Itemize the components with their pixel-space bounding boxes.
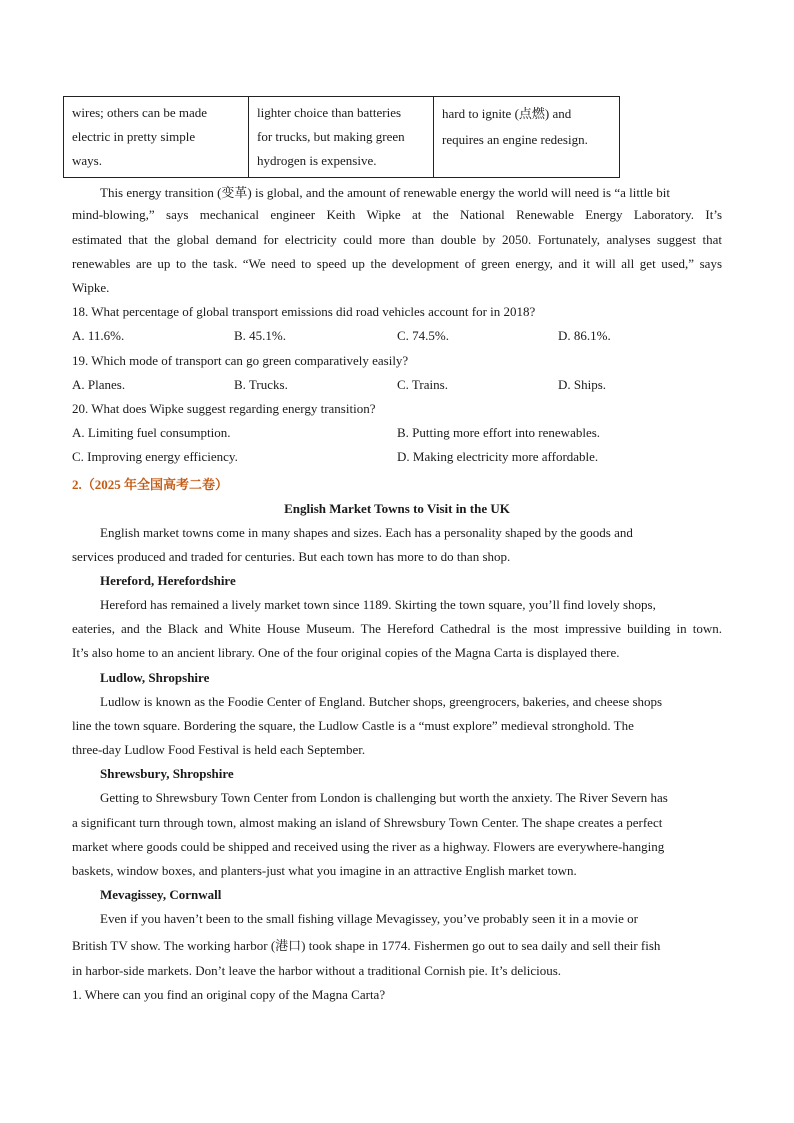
paragraph-line: English market towns come in many shapes and sizes. Each has a personality shaped by the goods and [100, 525, 633, 540]
question-stem: 20. What does Wipke suggest regarding energy transition? [72, 401, 376, 416]
paragraph-line: in harbor-side markets. Don’t leave the harbor without a traditional Cornish pie. It’s delicious. [72, 963, 562, 978]
energy-table-continuation [63, 96, 620, 178]
table-cell [249, 97, 434, 178]
paragraph-line: This energy transition (变革) is global, and the amount of renewable energy the world will need is “a little bit [100, 185, 670, 200]
paragraph-line: services produced and traded for centuries. But each town has more to do than shop. [72, 549, 511, 564]
paragraph-line: estimated that the global demand for electricity could more than double by 2050. Fortunately, analyses suggest that [72, 232, 722, 247]
answer-option[interactable]: B. 45.1%. [234, 328, 286, 343]
paragraph-line: renewables are up to the task. “We need to speed up the development of green energy, and it will all get used,” says [72, 256, 722, 271]
paragraph-line: Hereford has remained a lively market town since 1189. Skirting the town square, you’ll find lovely shops, [100, 597, 656, 612]
town-heading: Hereford, Herefordshire [100, 573, 236, 588]
answer-option[interactable]: B. Trucks. [234, 377, 288, 392]
answer-option[interactable]: A. Planes. [72, 377, 126, 392]
cell-line: hydrogen is expensive. [257, 153, 377, 168]
question-stem: 19. Which mode of transport can go green comparatively easily? [72, 353, 409, 368]
answer-option[interactable]: B. Putting more effort into renewables. [397, 425, 601, 440]
cell-line: lighter choice than batteries [257, 105, 402, 120]
answer-option[interactable]: D. 86.1%. [558, 328, 611, 343]
cell-line: wires; others can be made [72, 105, 208, 120]
cell-line: for trucks, but making green [257, 129, 405, 144]
town-heading: Ludlow, Shropshire [100, 670, 210, 685]
cell-line: ways. [72, 153, 102, 168]
answer-option[interactable]: C. 74.5%. [397, 328, 449, 343]
paragraph-line: Even if you haven’t been to the small fishing village Mevagissey, you’ve probably seen it in a movie or [100, 911, 638, 926]
table-cell [64, 97, 249, 178]
answer-option[interactable]: C. Improving energy efficiency. [72, 449, 238, 464]
paragraph-line: mind-blowing,” says mechanical engineer Keith Wipke at the National Renewable Energy Laboratory. It’s [72, 207, 722, 222]
passage-title: English Market Towns to Visit in the UK [284, 501, 510, 516]
answer-option[interactable]: A. 11.6%. [72, 328, 125, 343]
paragraph-line: line the town square. Bordering the square, the Ludlow Castle is a “must explore” medieval stronghold. The [72, 718, 634, 733]
table-cell [434, 97, 620, 178]
table-row [64, 97, 620, 178]
question-stem: 1. Where can you find an original copy of the Magna Carta? [72, 987, 386, 1002]
paragraph-line: a significant turn through town, almost making an island of Shrewsbury Town Center. The shape creates a perfect [72, 815, 663, 830]
answer-option[interactable]: C. Trains. [397, 377, 448, 392]
town-heading: Mevagissey, Cornwall [100, 887, 222, 902]
section-source-label: 2.（2025 年全国高考二卷） [72, 477, 229, 492]
paragraph-line: Ludlow is known as the Foodie Center of England. Butcher shops, greengrocers, bakeries, and cheese shops [100, 694, 663, 709]
answer-option[interactable]: D. Ships. [558, 377, 607, 392]
paragraph-line: eateries, and the Black and White House Museum. The Hereford Cathedral is the most impressive building in town. [72, 621, 722, 636]
paragraph-line: baskets, window boxes, and planters-just what you imagine in an attractive English market town. [72, 863, 577, 878]
cell-line: hard to ignite (点燃) and [442, 106, 572, 121]
paragraph-line: three-day Ludlow Food Festival is held each September. [72, 742, 366, 757]
answer-option[interactable]: D. Making electricity more affordable. [397, 449, 599, 464]
paragraph-line: market where goods could be shipped and received using the river as a highway. Flowers are everywhere-hanging [72, 839, 665, 854]
answer-option[interactable]: A. Limiting fuel consumption. [72, 425, 231, 440]
paragraph-line: British TV show. The working harbor (港口) took shape in 1774. Fishermen go out to sea daily and sell their fish [72, 938, 661, 953]
cell-line: electric in pretty simple [72, 129, 196, 144]
cell-line: requires an engine redesign. [442, 132, 588, 147]
question-stem: 18. What percentage of global transport emissions did road vehicles account for in 2018? [72, 304, 536, 319]
paragraph-line: Wipke. [72, 280, 110, 295]
paragraph-line: Getting to Shrewsbury Town Center from London is challenging but worth the anxiety. The River Severn has [100, 790, 668, 805]
paragraph-line: It’s also home to an ancient library. One of the four original copies of the Magna Carta is displayed there. [72, 645, 620, 660]
town-heading: Shrewsbury, Shropshire [100, 766, 234, 781]
